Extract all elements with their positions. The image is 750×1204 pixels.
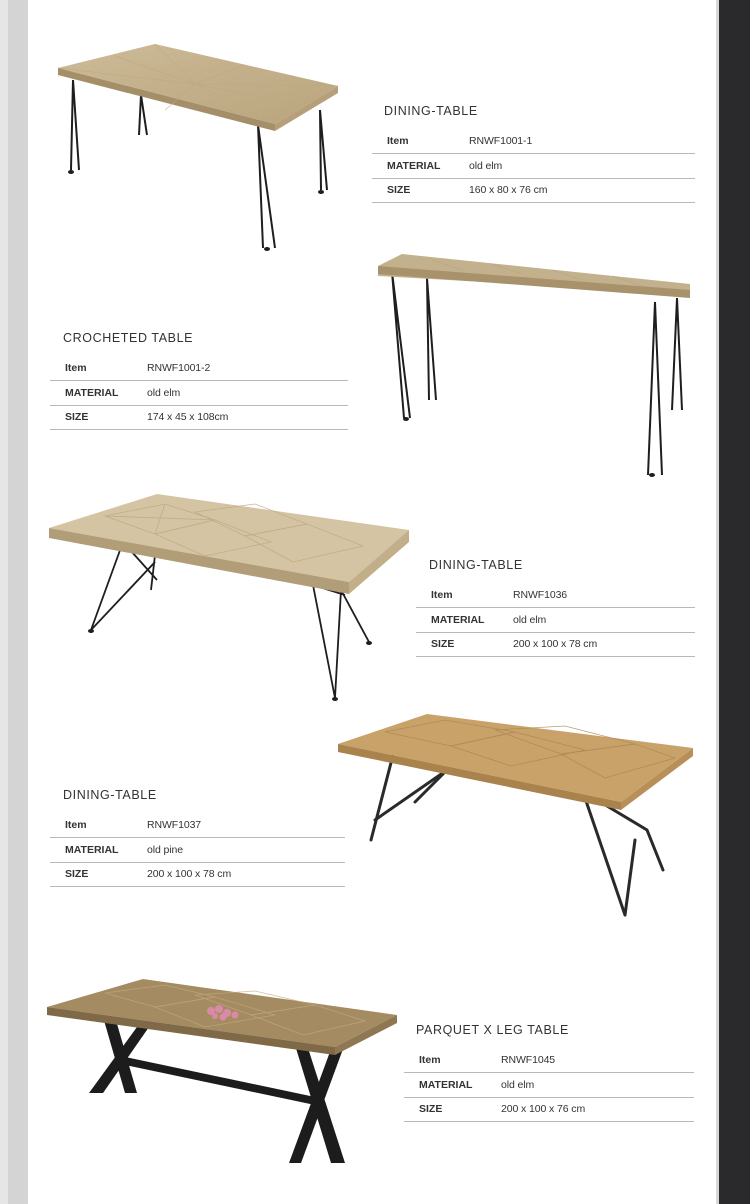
spec-key: MATERIAL xyxy=(404,1073,501,1098)
spec-table xyxy=(416,583,695,657)
product-photo-rnwf1037 xyxy=(335,710,697,925)
spec-row-item xyxy=(416,583,695,608)
spec-block-rnwf1001-2 xyxy=(50,330,348,430)
spec-block-rnwf1036 xyxy=(416,557,695,657)
spec-key: MATERIAL xyxy=(416,608,513,633)
spec-table xyxy=(50,813,345,887)
spec-key: SIZE xyxy=(372,178,469,203)
spec-table xyxy=(404,1048,694,1122)
spec-row-size xyxy=(50,862,345,887)
spec-value: old elm xyxy=(469,154,695,179)
product-photo-rnwf1001-2 xyxy=(372,250,697,480)
product-photo-rnwf1045 xyxy=(45,975,400,1170)
spec-value: RNWF1001-1 xyxy=(469,129,695,154)
product-title: CROCHETED TABLE xyxy=(63,331,194,345)
spec-block-rnwf1045 xyxy=(404,1022,694,1122)
spec-key: SIZE xyxy=(416,632,513,657)
spec-row-material xyxy=(404,1073,694,1098)
spec-row-size xyxy=(416,632,695,657)
spec-row-material xyxy=(416,608,695,633)
spec-value: 160 x 80 x 76 cm xyxy=(469,178,695,203)
spec-key: MATERIAL xyxy=(372,154,469,179)
spec-row-item xyxy=(372,129,695,154)
spec-value: old pine xyxy=(147,838,345,863)
spec-key: Item xyxy=(416,583,513,608)
spec-value: old elm xyxy=(513,608,695,633)
spec-value: 200 x 100 x 78 cm xyxy=(513,632,695,657)
spec-row-size xyxy=(404,1097,694,1122)
spec-key: Item xyxy=(372,129,469,154)
spec-key: SIZE xyxy=(50,862,147,887)
spec-value: RNWF1037 xyxy=(147,813,345,838)
product-title: PARQUET X LEG TABLE xyxy=(416,1023,569,1037)
spec-key: MATERIAL xyxy=(50,381,147,406)
spec-key: SIZE xyxy=(50,405,147,430)
spec-value: old elm xyxy=(147,381,348,406)
spec-table xyxy=(372,129,695,203)
spec-row-item xyxy=(50,356,348,381)
left-margin-band-inner xyxy=(8,0,28,1204)
spec-row-item xyxy=(404,1048,694,1073)
left-margin-band xyxy=(0,0,8,1204)
spec-row-size xyxy=(372,178,695,203)
spec-value: old elm xyxy=(501,1073,694,1098)
product-title: DINING-TABLE xyxy=(63,788,157,802)
product-photo-rnwf1001-1 xyxy=(55,40,345,255)
spec-key: Item xyxy=(50,813,147,838)
spec-row-material xyxy=(372,154,695,179)
spec-key: SIZE xyxy=(404,1097,501,1122)
spec-row-size xyxy=(50,405,348,430)
spec-value: RNWF1045 xyxy=(501,1048,694,1073)
spec-row-material xyxy=(50,381,348,406)
spec-value: RNWF1001-2 xyxy=(147,356,348,381)
spec-value: 200 x 100 x 76 cm xyxy=(501,1097,694,1122)
spec-value: 174 x 45 x 108cm xyxy=(147,405,348,430)
spec-value: 200 x 100 x 78 cm xyxy=(147,862,345,887)
spec-table xyxy=(50,356,348,430)
spec-block-rnwf1037 xyxy=(50,787,345,887)
right-margin-band xyxy=(719,0,750,1204)
product-photo-rnwf1036 xyxy=(45,490,415,705)
spec-row-item xyxy=(50,813,345,838)
product-title: DINING-TABLE xyxy=(429,558,523,572)
spec-block-rnwf1001-1 xyxy=(372,103,695,203)
spec-value: RNWF1036 xyxy=(513,583,695,608)
spec-key: MATERIAL xyxy=(50,838,147,863)
spec-key: Item xyxy=(404,1048,501,1073)
spec-key: Item xyxy=(50,356,147,381)
spec-row-material xyxy=(50,838,345,863)
product-title: DINING-TABLE xyxy=(384,104,478,118)
